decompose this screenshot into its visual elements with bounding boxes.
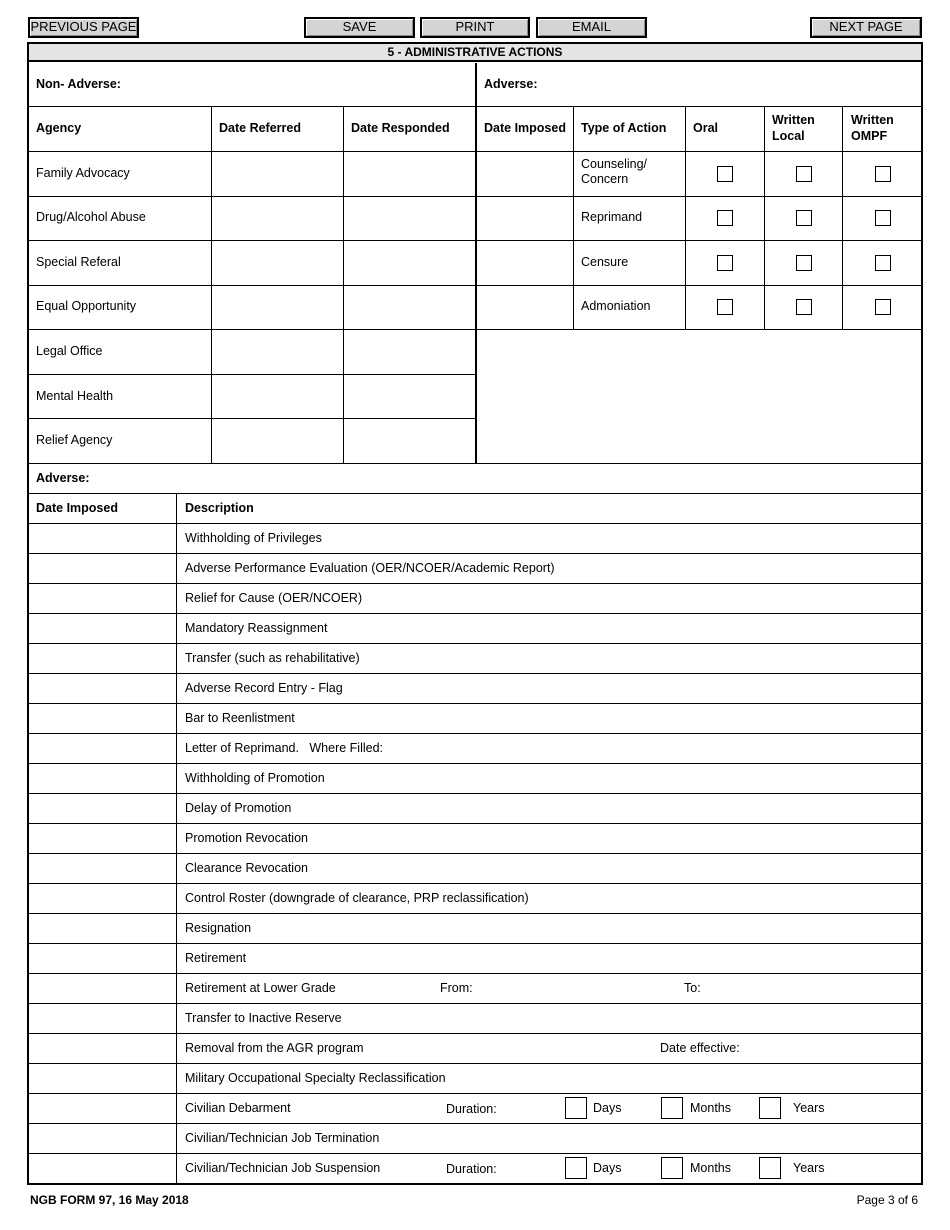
- months-checkbox[interactable]: [661, 1097, 683, 1119]
- list-description-header: Description: [185, 501, 254, 515]
- previous-page-button[interactable]: PREVIOUS PAGE: [28, 17, 139, 38]
- duration-field[interactable]: [502, 1096, 562, 1120]
- list-date-imposed-field[interactable]: [31, 705, 174, 732]
- date-responded-field[interactable]: [345, 242, 474, 284]
- agency-special-referal: Special Referal: [36, 255, 121, 269]
- list-date-imposed-field[interactable]: [31, 525, 174, 552]
- date-referred-field[interactable]: [213, 420, 342, 462]
- list-date-imposed-field[interactable]: [31, 825, 174, 852]
- action-reprimand: Reprimand: [581, 210, 643, 224]
- date-effective-label: Date effective:: [660, 1041, 740, 1055]
- written-local-checkbox[interactable]: [796, 299, 812, 315]
- months-label: Months: [690, 1161, 731, 1175]
- written-ompf-checkbox[interactable]: [875, 299, 891, 315]
- desc-transfer-rehabilitative: Transfer (such as rehabilitative): [185, 651, 360, 665]
- agency-equal-opportunity: Equal Opportunity: [36, 299, 137, 313]
- list-date-imposed-field[interactable]: [31, 675, 174, 702]
- date-imposed-header: Date Imposed: [484, 121, 566, 135]
- list-date-imposed-field[interactable]: [31, 885, 174, 912]
- agency-relief-agency: Relief Agency: [36, 433, 113, 447]
- date-referred-header: Date Referred: [219, 121, 301, 135]
- desc-adverse-performance-evaluation: Adverse Performance Evaluation (OER/NCOER/Academic Report): [185, 561, 555, 575]
- oral-header: Oral: [693, 121, 719, 135]
- agency-legal-office: Legal Office: [36, 344, 103, 358]
- desc-civilian-debarment: Civilian Debarment: [185, 1101, 291, 1115]
- written-ompf-checkbox[interactable]: [875, 166, 891, 182]
- from-label: From:: [440, 981, 473, 995]
- list-date-imposed-field[interactable]: [31, 1005, 174, 1032]
- days-checkbox[interactable]: [565, 1097, 587, 1119]
- days-label: Days: [593, 1101, 622, 1115]
- years-checkbox[interactable]: [759, 1157, 781, 1179]
- list-date-imposed-field[interactable]: [31, 975, 174, 1002]
- list-date-imposed-field[interactable]: [31, 765, 174, 792]
- list-date-imposed-header: Date Imposed: [36, 501, 118, 515]
- oral-checkbox[interactable]: [717, 255, 733, 271]
- list-date-imposed-field[interactable]: [31, 915, 174, 942]
- agency-header: Agency: [36, 121, 82, 135]
- months-label: Months: [690, 1101, 731, 1115]
- to-field[interactable]: [706, 975, 919, 1002]
- agency-drug-alcohol-abuse: Drug/Alcohol Abuse: [36, 210, 146, 224]
- list-date-imposed-field[interactable]: [31, 1155, 174, 1182]
- list-date-imposed-field[interactable]: [31, 555, 174, 582]
- desc-transfer-inactive-reserve: Transfer to Inactive Reserve: [185, 1011, 342, 1025]
- days-checkbox[interactable]: [565, 1157, 587, 1179]
- adverse-actions-label: Adverse:: [484, 77, 538, 91]
- list-date-imposed-field[interactable]: [31, 795, 174, 822]
- date-referred-field[interactable]: [213, 376, 342, 417]
- desc-delay-of-promotion: Delay of Promotion: [185, 801, 292, 815]
- desc-mandatory-reassignment: Mandatory Reassignment: [185, 621, 328, 635]
- action-admoniation: Admoniation: [581, 299, 651, 313]
- action-counseling-concern: Counseling/ Concern: [581, 157, 648, 186]
- adverse-list-label: Adverse:: [36, 471, 90, 485]
- desc-job-suspension: Civilian/Technician Job Suspension: [185, 1161, 381, 1175]
- date-responded-field[interactable]: [345, 420, 474, 462]
- written-ompf-checkbox[interactable]: [875, 255, 891, 271]
- agency-family-advocacy: Family Advocacy: [36, 166, 130, 180]
- page-number: Page 3 of 6: [856, 1193, 918, 1207]
- desc-bar-to-reenlistment: Bar to Reenlistment: [185, 711, 295, 725]
- duration-label: Duration:: [446, 1162, 497, 1176]
- desc-withholding-privileges: Withholding of Privileges: [185, 531, 322, 545]
- written-ompf-checkbox[interactable]: [875, 210, 891, 226]
- date-referred-field[interactable]: [213, 331, 342, 373]
- action-date-imposed-field[interactable]: [478, 242, 572, 284]
- list-date-imposed-field[interactable]: [31, 735, 174, 762]
- next-page-button[interactable]: NEXT PAGE: [810, 17, 922, 38]
- desc-withholding-promotion: Withholding of Promotion: [185, 771, 325, 785]
- where-filed-field[interactable]: [390, 735, 920, 762]
- list-date-imposed-field[interactable]: [31, 615, 174, 642]
- date-referred-field[interactable]: [213, 287, 342, 328]
- form-identifier: NGB FORM 97, 16 May 2018: [30, 1193, 189, 1207]
- print-button[interactable]: PRINT: [420, 17, 530, 38]
- action-date-imposed-field[interactable]: [478, 287, 572, 328]
- section-title: 5 - ADMINISTRATIVE ACTIONS: [387, 45, 563, 59]
- duration-label: Duration:: [446, 1102, 497, 1116]
- date-referred-field[interactable]: [213, 198, 342, 239]
- desc-job-termination: Civilian/Technician Job Termination: [185, 1131, 380, 1145]
- section-title-bar: [29, 44, 921, 62]
- date-referred-field[interactable]: [213, 153, 342, 195]
- date-responded-field[interactable]: [345, 198, 474, 239]
- date-responded-header: Date Responded: [351, 121, 450, 135]
- action-date-imposed-field[interactable]: [478, 198, 572, 239]
- written-local-checkbox[interactable]: [796, 166, 812, 182]
- years-label: Years: [793, 1101, 825, 1115]
- desc-promotion-revocation: Promotion Revocation: [185, 831, 308, 845]
- desc-removal-agr: Removal from the AGR program: [185, 1041, 364, 1055]
- desc-control-roster: Control Roster (downgrade of clearance, PRP reclassification): [185, 891, 529, 905]
- list-date-imposed-field[interactable]: [31, 945, 174, 972]
- months-checkbox[interactable]: [661, 1157, 683, 1179]
- action-date-imposed-field[interactable]: [478, 153, 572, 195]
- non-adverse-label: Non- Adverse:: [36, 77, 121, 91]
- action-censure: Censure: [581, 255, 629, 269]
- date-responded-field[interactable]: [345, 153, 474, 195]
- email-button[interactable]: EMAIL: [536, 17, 647, 38]
- written-local-checkbox[interactable]: [796, 210, 812, 226]
- list-date-imposed-field[interactable]: [31, 1125, 174, 1152]
- days-label: Days: [593, 1161, 622, 1175]
- type-of-action-header: Type of Action: [581, 121, 667, 135]
- list-date-imposed-field[interactable]: [31, 645, 174, 672]
- written-ompf-header: Written OMPF: [851, 113, 894, 143]
- oral-checkbox[interactable]: [717, 299, 733, 315]
- oral-checkbox[interactable]: [717, 210, 733, 226]
- years-checkbox[interactable]: [759, 1097, 781, 1119]
- desc-relief-for-cause: Relief for Cause (OER/NCOER): [185, 591, 363, 605]
- desc-letter-of-reprimand: Letter of Reprimand. Where Filled:: [185, 741, 383, 755]
- desc-resignation: Resignation: [185, 921, 252, 935]
- date-responded-field[interactable]: [345, 376, 474, 417]
- date-effective-field[interactable]: [745, 1035, 919, 1062]
- save-button[interactable]: SAVE: [304, 17, 415, 38]
- list-date-imposed-field[interactable]: [31, 1035, 174, 1062]
- list-date-imposed-field[interactable]: [31, 1095, 174, 1122]
- oral-checkbox[interactable]: [717, 166, 733, 182]
- list-date-imposed-field[interactable]: [31, 1065, 174, 1092]
- list-date-imposed-field[interactable]: [31, 855, 174, 882]
- desc-clearance-revocation: Clearance Revocation: [185, 861, 308, 875]
- date-referred-field[interactable]: [213, 242, 342, 284]
- written-local-checkbox[interactable]: [796, 255, 812, 271]
- written-local-header: Written Local: [772, 113, 815, 143]
- duration-field[interactable]: [502, 1156, 562, 1180]
- desc-mos-reclassification: Military Occupational Specialty Reclassification: [185, 1071, 446, 1085]
- years-label: Years: [793, 1161, 825, 1175]
- desc-retirement: Retirement: [185, 951, 247, 965]
- agency-mental-health: Mental Health: [36, 389, 114, 403]
- list-date-imposed-field[interactable]: [31, 585, 174, 612]
- date-responded-field[interactable]: [345, 331, 474, 373]
- from-field[interactable]: [478, 975, 673, 1002]
- to-label: To:: [684, 981, 701, 995]
- desc-retirement-lower-grade: Retirement at Lower Grade: [185, 981, 336, 995]
- desc-adverse-record-flag: Adverse Record Entry - Flag: [185, 681, 343, 695]
- date-responded-field[interactable]: [345, 287, 474, 328]
